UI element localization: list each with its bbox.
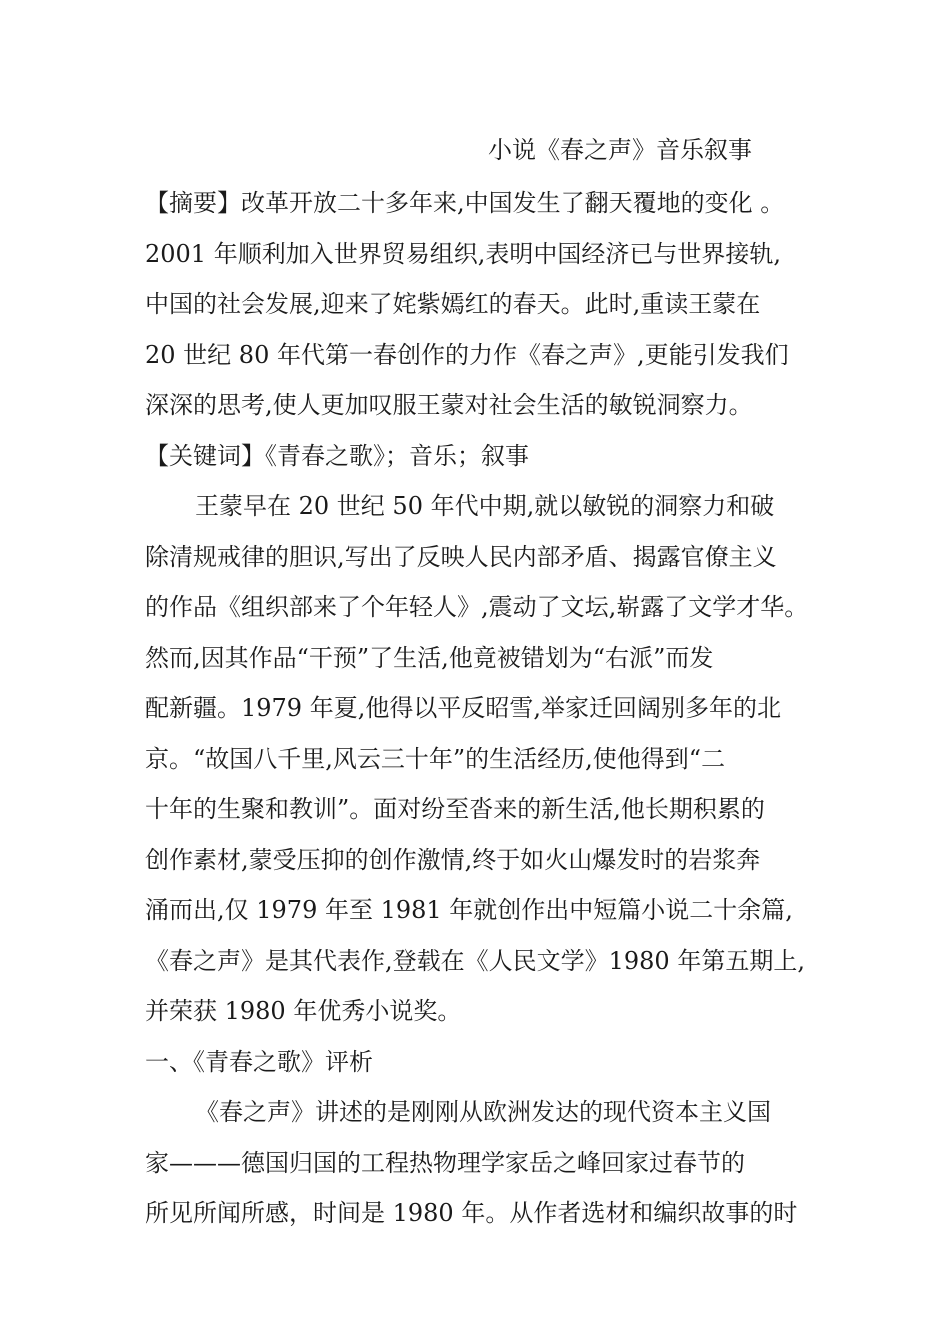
abstract-line: 深深的思考,使人更加叹服王蒙对社会生活的敏锐洞察力。 xyxy=(145,391,753,419)
paragraph-line: 配新疆。1979 年夏,他得以平反昭雪,举家迁回阔别多年的北 xyxy=(145,694,781,722)
paragraph-line: 《春之声》是其代表作,登载在《人民文学》1980 年第五期上, xyxy=(145,946,805,975)
paragraph-line: 并荣获 1980 年优秀小说奖。 xyxy=(145,997,462,1025)
paragraph-line: 王蒙早在 20 世纪 50 年代中期,就以敏锐的洞察力和破 xyxy=(195,492,775,520)
paragraph-line: 涌而出,仅 1979 年至 1981 年就创作出中短篇小说二十余篇, xyxy=(145,896,793,924)
abstract-line: 20 世纪 80 年代第一春创作的力作《春之声》,更能引发我们 xyxy=(145,340,789,369)
section-heading: 一、《青春之歌》评析 xyxy=(145,1047,373,1076)
paragraph-line: 然而,因其作品“干预”了生活,他竟被错划为“右派”而发 xyxy=(145,643,714,672)
paragraph-line: 《春之声》讲述的是刚刚从欧洲发达的现代资本主义国 xyxy=(195,1098,771,1126)
paragraph-line: 十年的生聚和教训”。面对纷至沓来的新生活,他长期积累的 xyxy=(145,795,765,823)
paragraph-line: 创作素材,蒙受压抑的创作激情,终于如火山爆发时的岩浆奔 xyxy=(145,845,761,874)
paragraph-line: 所见所闻所感，时间是 1980 年。从作者选材和编织故事的时 xyxy=(145,1199,798,1227)
paragraph-line: 家———德国归国的工程热物理学家岳之峰回家过春节的 xyxy=(145,1148,745,1177)
abstract-line: 中国的社会发展,迎来了姹紫嫣红的春天。此时,重读王蒙在 xyxy=(145,290,761,318)
paragraph-line: 除清规戒律的胆识,写出了反映人民内部矛盾、揭露官僚主义 xyxy=(145,542,777,571)
paragraph-line: 的作品《组织部来了个年轻人》,震动了文坛,崭露了文学才华。 xyxy=(145,593,809,621)
abstract-line: 【摘要】改革开放二十多年来,中国发生了翻天覆地的变化 。 xyxy=(145,189,785,217)
document-body xyxy=(145,178,810,1239)
keywords-line: 【关键词】《青春之歌》；音乐；叙事 xyxy=(145,441,529,470)
document-title: 小说《春之声》音乐叙事 xyxy=(488,136,752,164)
paragraph-line: 京。“故国八千里,风云三十年”的生活经历,使他得到“二 xyxy=(145,744,726,773)
abstract-line: 2001 年顺利加入世界贸易组织,表明中国经济已与世界接轨, xyxy=(145,239,781,268)
